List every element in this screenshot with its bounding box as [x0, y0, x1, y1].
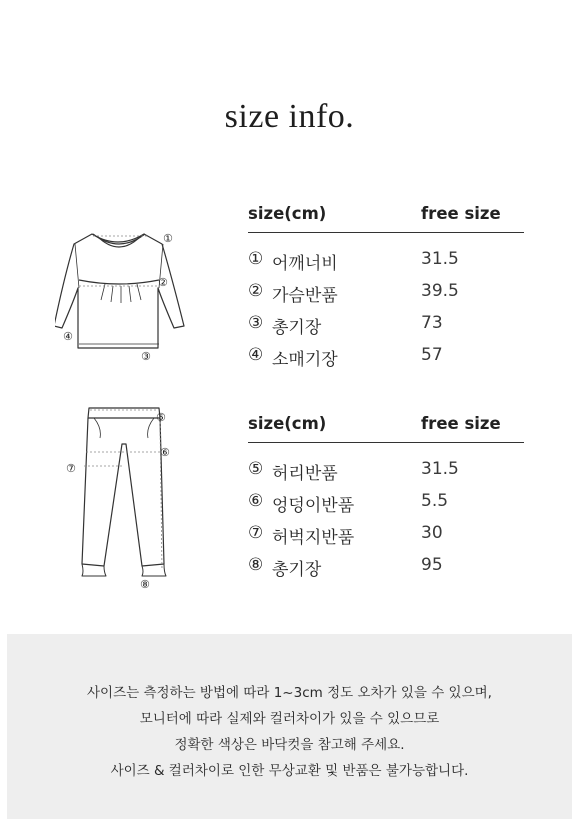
table-row	[248, 241, 524, 273]
page-title: size info.	[224, 98, 355, 135]
row-value: 57	[421, 345, 443, 365]
row-value: 30	[421, 523, 443, 543]
marker-3: ③	[141, 350, 151, 363]
marker-8: ⑧	[140, 578, 150, 590]
marker-4: ④	[63, 330, 73, 343]
notice-line: 정확한 색상은 바닥컷을 참고해 주세요.	[174, 737, 405, 753]
notice-line: 사이즈는 측정하는 방법에 따라 1~3cm 정도 오차가 있을 수 있으며,	[87, 685, 492, 701]
row-value: 73	[421, 313, 443, 333]
row-label: 허벅지반품	[272, 528, 355, 548]
table-row	[248, 337, 524, 369]
top-size-table	[248, 198, 524, 369]
row-number: ④	[248, 345, 264, 365]
header-free-size: free size	[421, 204, 501, 223]
row-number: ⑥	[248, 491, 264, 511]
row-label: 총기장	[272, 318, 322, 338]
top-garment-illustration	[55, 228, 185, 363]
row-number: ⑧	[248, 555, 264, 575]
row-value: 95	[421, 555, 443, 575]
row-label: 엉덩이반품	[272, 496, 355, 516]
header-free-size: free size	[421, 414, 501, 433]
notice-box	[7, 634, 572, 819]
header-size: size(cm)	[248, 204, 327, 223]
table-header	[248, 198, 524, 233]
row-number: ③	[248, 313, 264, 333]
table-row	[248, 305, 524, 337]
row-number: ②	[248, 281, 264, 301]
table-row	[248, 547, 524, 579]
table-row	[248, 515, 524, 547]
marker-7: ⑦	[66, 462, 76, 475]
notice-line: 사이즈 & 컬러차이로 인한 무상교환 및 반품은 불가능합니다.	[110, 763, 469, 779]
row-label: 가슴반품	[272, 286, 338, 306]
row-label: 어깨너비	[272, 254, 338, 274]
row-value: 5.5	[421, 491, 449, 511]
row-label: 허리반품	[272, 464, 338, 484]
row-value: 39.5	[421, 281, 459, 301]
row-value: 31.5	[421, 459, 459, 479]
row-label: 총기장	[272, 560, 322, 580]
table-header	[248, 408, 524, 443]
pants-illustration	[64, 404, 184, 590]
table-row	[248, 451, 524, 483]
marker-6: ⑥	[160, 446, 170, 459]
header-size: size(cm)	[248, 414, 327, 433]
table-row	[248, 483, 524, 515]
row-number: ①	[248, 249, 264, 269]
notice-line: 모니터에 따라 실제와 컬러차이가 있을 수 있으므로	[139, 711, 440, 727]
bottom-size-table	[248, 408, 524, 579]
row-number: ⑦	[248, 523, 264, 543]
marker-1: ①	[163, 232, 173, 245]
row-number: ⑤	[248, 459, 264, 479]
table-row	[248, 273, 524, 305]
row-value: 31.5	[421, 249, 459, 269]
row-label: 소매기장	[272, 350, 338, 370]
marker-5: ⑤	[156, 411, 166, 424]
marker-2: ②	[158, 276, 168, 289]
